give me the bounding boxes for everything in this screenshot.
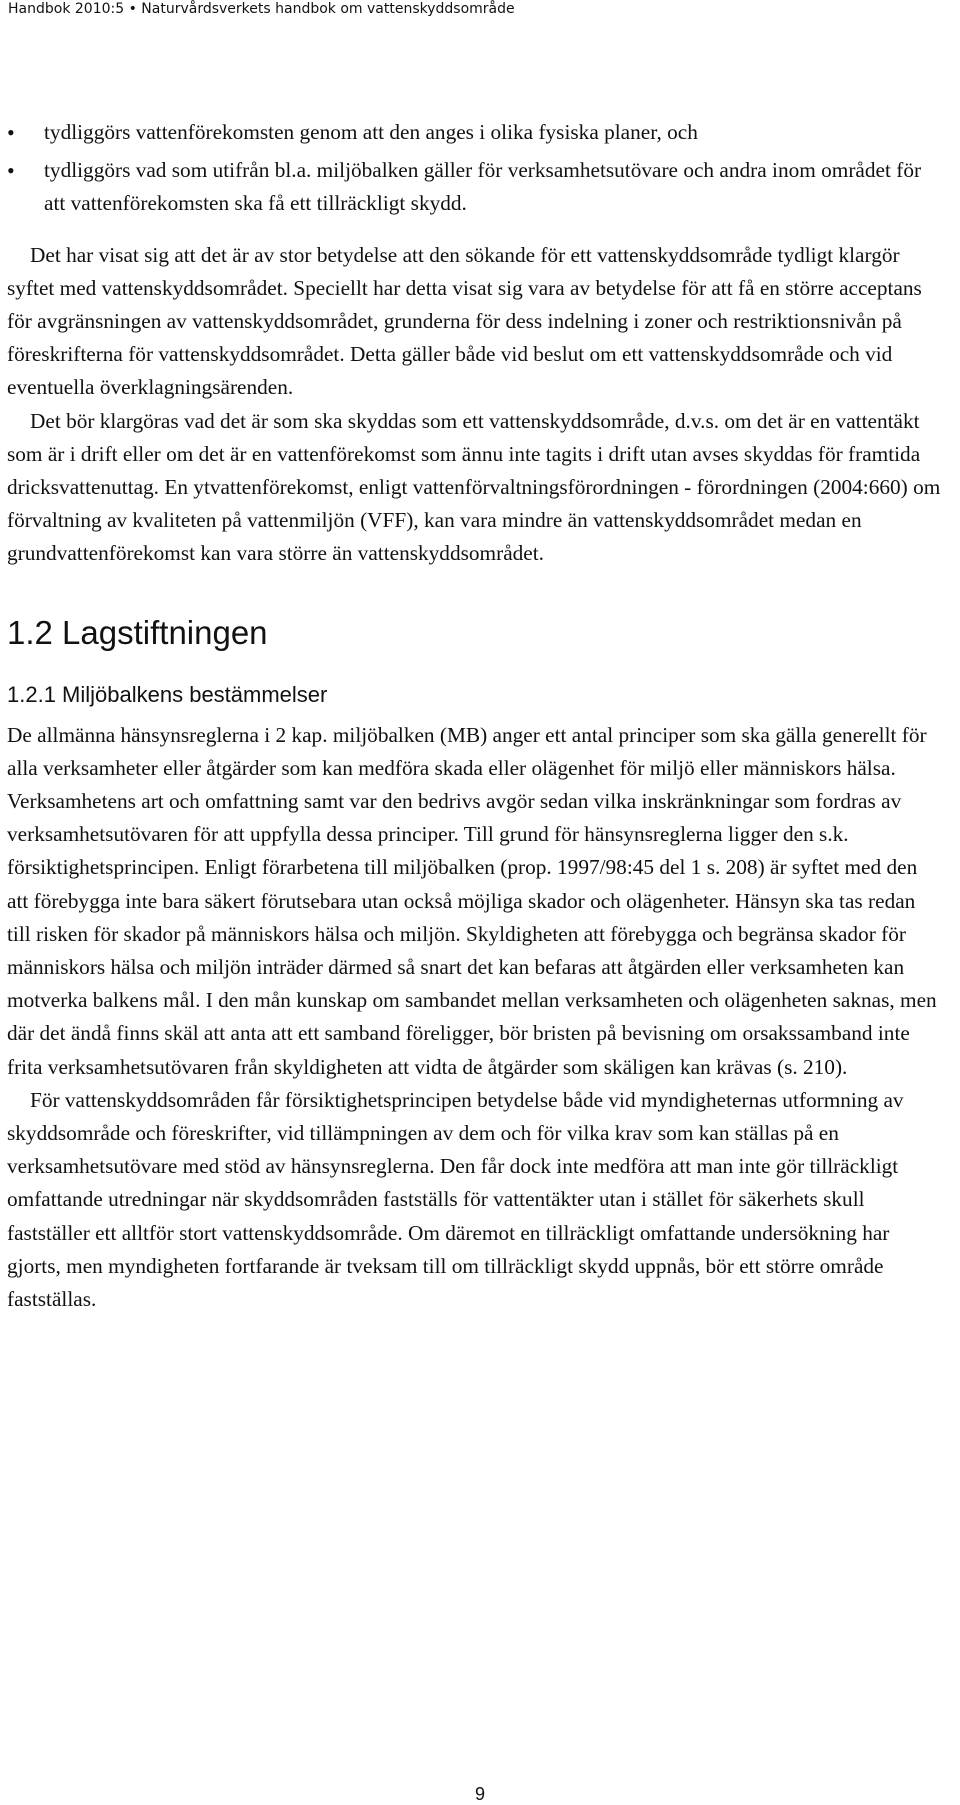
list-item	[7, 116, 942, 149]
body-paragraph: De allmänna hänsynsreglerna i 2 kap. miljöbalken (MB) anger ett antal principer som ska gälla generellt för alla verksamheter eller åtgärder som kan medföra skada eller olägenhet för miljö eller människors hälsa. Verksamhetens art och omfattning samt var den bedrivs avgör sedan vilka inskränkningar som fordras av verksamhetsutövaren för att uppfylla dessa principer. Till grund för hänsynsreglerna ligger den s.k. försiktighetsprincipen. Enligt förarbetena till miljöbalken (prop. 1997/98:45 del 1 s. 208) är syftet med den att förebygga inte bara säkert förutsebara utan också möjliga skador och olägenheter. Hänsyn ska tas redan till risken för skador på människors hälsa och miljön. Skyldigheten att förebygga och begränsa skador för människors hälsa och miljön inträder därmed så snart det kan befaras att åtgärden eller verksamheten kan motverka balkens mål. I den mån kunskap om sambandet mellan verksamheten och olägenheten saknas, men där det ändå finns skäl att anta att ett samband föreligger, bör bristen på bevisning om orsakssamband inte frita verksamhetsutövaren från skyldigheten att vidta de åtgärder som skäligen kan krävas (s. 210).	[7, 722, 937, 1079]
list-item	[7, 154, 942, 220]
page-number: 9	[474, 1784, 485, 1804]
running-title: Handbok 2010:5 • Naturvårdsverkets handbok om vattenskyddsområde	[8, 1, 515, 17]
subsection-heading: 1.2.1 Miljöbalkens bestämmelser	[7, 681, 328, 707]
list-item-text: tydliggörs vattenförekomsten genom att den anges i olika fysiska planer, och	[44, 120, 698, 144]
body-paragraph: För vattenskyddsområden får försiktighetsprincipen betydelse både vid myndigheternas utformning av skyddsområde och föreskrifter, vid tillämpningen av dem och för vilka krav som kan ställas på en verksamhetsutövare med stöd av hänsynsreglerna. Den får dock inte medföra att man inte gör tillräckligt omfattande utredningar när skyddsområden fastställs för vattentäkter utan i stället för säkerhets skull fastställer ett alltför stort vattenskyddsområde. Om däremot en tillräckligt omfattande undersökning har gjorts, men myndigheten fortfarande är tveksam till om tillräckligt skydd uppnås, bör ett större område fastställas.	[7, 1087, 904, 1312]
bullet-icon: •	[7, 120, 15, 145]
bullet-icon: •	[7, 158, 15, 184]
list-item-text: tydliggörs vad som utifrån bl.a. miljöbalken gäller för verksamhetsutövare och andra inom området för att vattenförekomsten ska få ett tillräckligt skydd.	[44, 158, 922, 216]
page-body	[7, 116, 942, 1316]
section-heading: 1.2 Lagstiftningen	[7, 613, 268, 651]
body-paragraph: Det har visat sig att det är av stor betydelse att den sökande för ett vattenskyddsområde tydligt klargör syftet med vattenskyddsområdet. Speciellt har detta visat sig vara av betydelse för att få en större acceptans för avgränsningen av vattenskyddsområdet, grunderna för dess indelning i zoner och restriktionsnivån på föreskrifterna för vattenskyddsområdet. Detta gäller både vid beslut om ett vattenskyddsområde och vid eventuella överklagningsärenden.	[7, 242, 922, 400]
running-header	[8, 0, 952, 26]
body-paragraph: Det bör klargöras vad det är som ska skyddas som ett vattenskyddsområde, d.v.s. om det är en vattentäkt som är i drift eller om det är en vattenförekomst som ännu inte tagits i drift utan avses skyddas för framtida dricksvattenuttag. En ytvattenförekomst, enligt vattenförvaltningsförordningen - förordningen (2004:660) om förvaltning av kvaliteten på vattenmiljön (VFF), kan vara mindre än vattenskyddsområdet medan en grundvattenförekomst kan vara större än vattenskyddsområdet.	[7, 408, 941, 566]
bullet-list	[7, 116, 942, 221]
